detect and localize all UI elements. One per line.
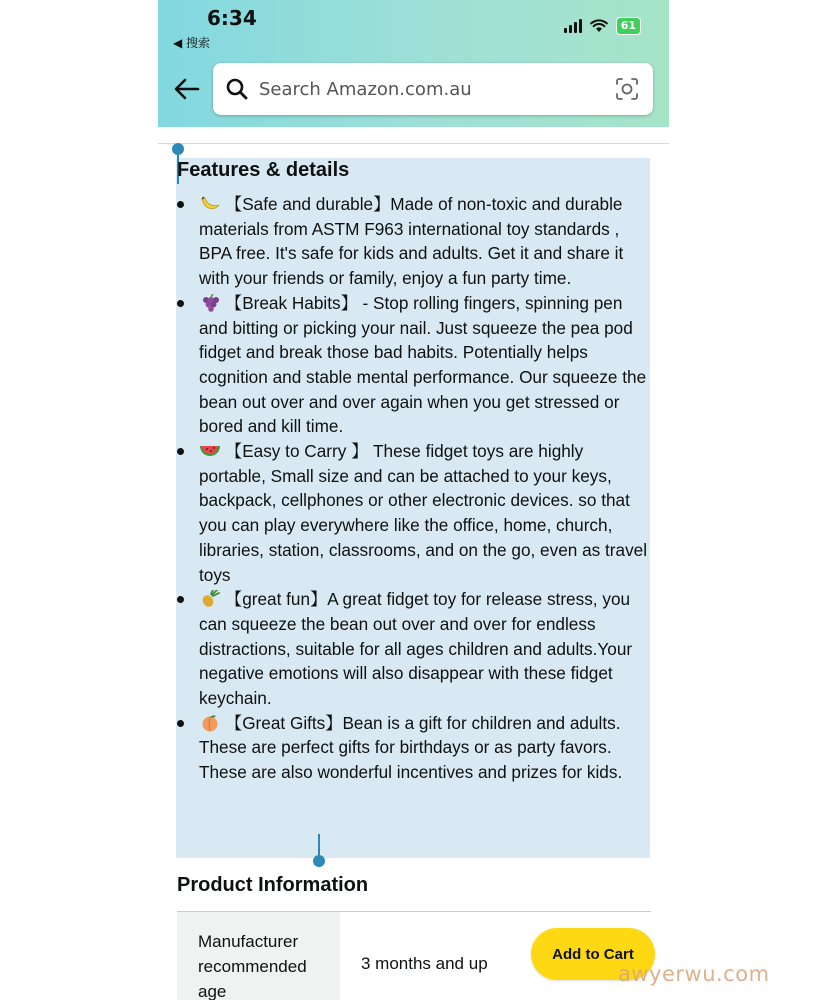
bullet-dot [177,720,184,727]
peach-icon [199,714,221,732]
back-arrow-icon[interactable] [172,74,202,104]
table-label: Manufacturer recommended age [198,932,307,1000]
search-placeholder: Search Amazon.com.au [259,79,472,100]
table-value: 3 months and up [361,954,488,973]
selection-end-handle-knob[interactable] [313,855,325,867]
camera-scan-icon[interactable] [615,77,639,101]
list-item [175,711,653,785]
grapes-icon [199,294,221,312]
watermelon-icon [199,442,221,460]
features-list [175,192,653,785]
list-item [175,439,653,587]
product-information-heading: Product Information [177,874,369,896]
list-item [175,192,653,291]
bullet-dot [177,448,184,455]
feature-text: 【Safe and durable】Made of non-toxic and durable materials from ASTM F963 international toy standards , BPA free. It's safe for kids and adults. Get it and share it with your friends or family, enjoy a fun party time. [199,194,624,289]
wifi-icon [590,19,608,33]
feature-text: 【Great Gifts】Bean is a gift for children and adults. These are perfect gifts for birthdays or as party favors. These are also wonderful incentives and prizes for kids. [199,712,623,783]
table-label-cell [177,912,340,1000]
phone-screen [158,0,669,1000]
feature-text: 【great fun】A great fidget toy for release stress, you can squeeze the bean out over and over for endless distractions, suitable for all ages children and adults.Your negative emotions will also disappear with these fidget keychain. [199,589,633,709]
site-watermark: awyerwu.com [618,962,770,986]
bullet-dot [177,201,184,208]
selection-start-handle-knob[interactable] [172,143,184,155]
app-header [158,0,669,127]
search-icon [225,77,249,101]
feature-text: 【Break Habits】 - Stop rolling fingers, spinning pen and bitting or picking your nail. Just squeeze the pea pod fidget and break those bad habits. Potentially helps cognition and stable mental performance. Our squeeze the bean out over and over again when you get stressed or bored and kill time. [199,292,647,437]
list-item [175,587,653,711]
search-input[interactable] [213,63,653,115]
section-divider [158,143,669,144]
signal-icon [564,19,582,33]
status-icons [564,17,641,35]
battery-icon: 61 [616,17,641,35]
bullet-dot [177,596,184,603]
list-item [175,291,653,439]
feature-text: 【Easy to Carry 】 These fidget toys are highly portable, Small size and can be attached to your keys, backpack, cellphones or other electronic devices. so that you can play everywhere like the office, home, church, libraries, station, classrooms, and on the go, even as travel toys [199,441,648,585]
add-to-cart-button[interactable]: Add to Cart [531,928,655,980]
bullet-dot [177,300,184,307]
banana-icon [199,195,221,213]
back-to-app-link[interactable]: ◀ 搜索 [173,36,211,50]
pineapple-icon [199,590,221,608]
status-time: 6:34 [207,6,257,30]
features-heading: Features & details [177,159,350,181]
